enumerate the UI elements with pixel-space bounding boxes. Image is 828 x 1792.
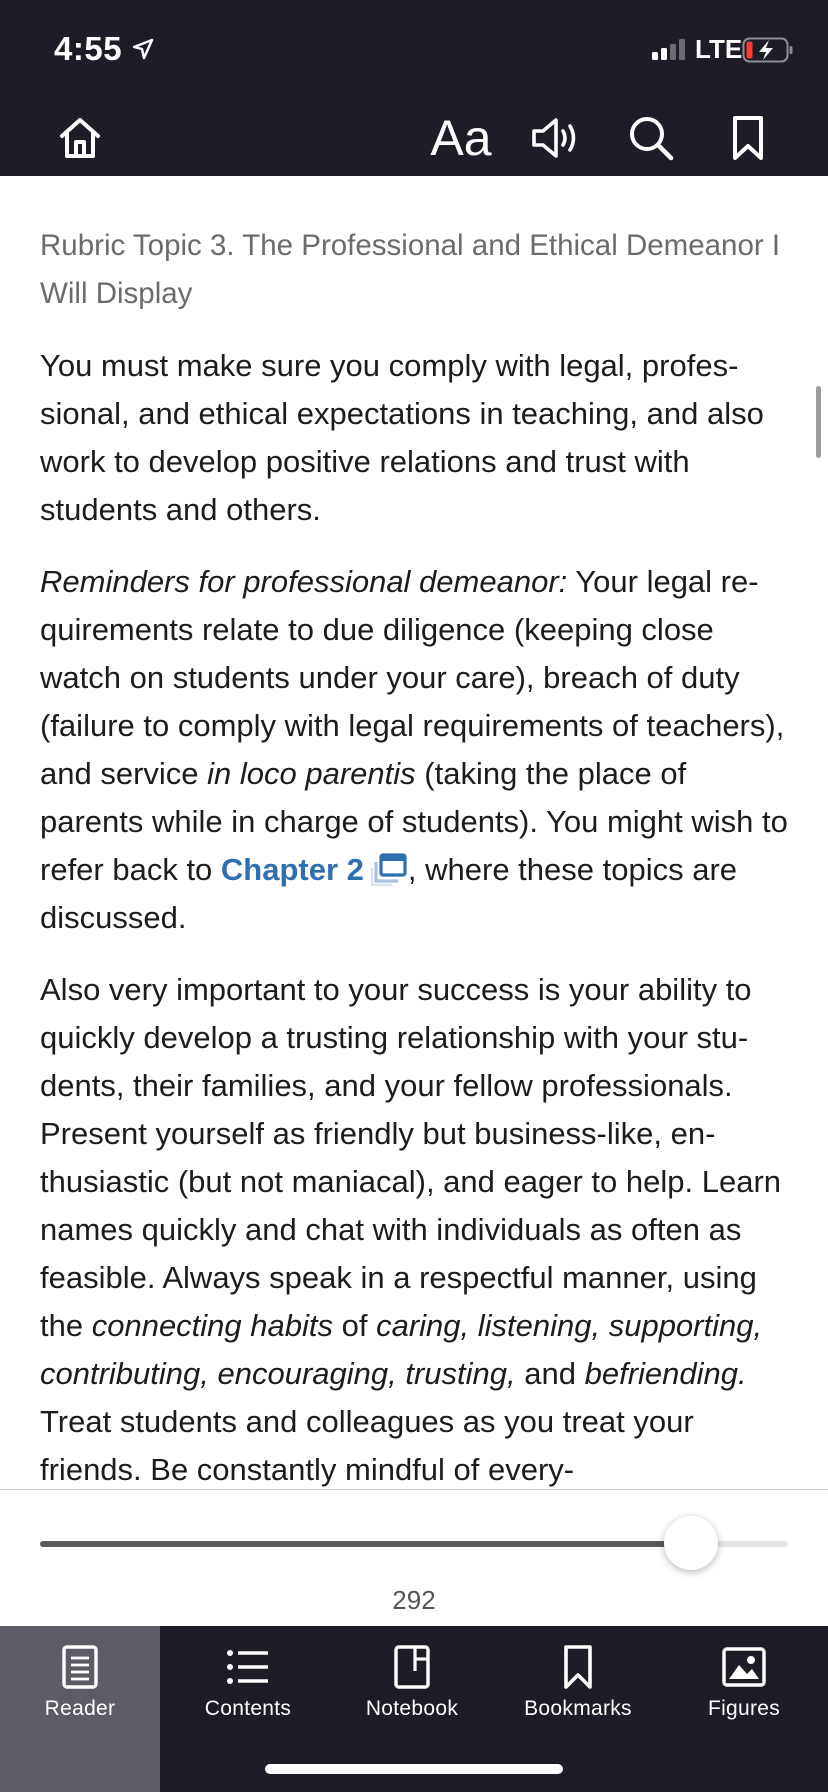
home-icon (56, 114, 104, 162)
section-heading: Rubric Topic 3. The Professional and Ethical Demeanor I Will Display (40, 229, 781, 310)
paragraph-2: Reminders for professional demeanor: Your legal requirements relate to due diligence (keeping close watch on students under your care), breach of duty (failure to comply with legal requirements of teachers), and service in loco parentis (taking the place of parents while in charge of students). You might wish to refer back to Chapter 2 , where these topics are discussed. (40, 564, 788, 935)
tab-contents[interactable]: Contents (168, 1626, 328, 1792)
open-link-icon (370, 852, 408, 886)
home-indicator[interactable] (265, 1764, 563, 1774)
contents-list-icon (226, 1647, 270, 1687)
content-divider (0, 1489, 828, 1490)
signal-strength-icon (652, 38, 688, 60)
bookmark-button[interactable] (722, 100, 774, 176)
bookmarks-icon (562, 1644, 594, 1690)
search-button[interactable] (624, 100, 678, 176)
page-slider-fill (40, 1541, 691, 1547)
reading-content[interactable] (40, 176, 792, 1489)
tab-figures[interactable]: Figures (664, 1626, 824, 1792)
page-slider[interactable] (40, 1541, 788, 1547)
notebook-icon (393, 1644, 431, 1690)
network-type: LTE (695, 34, 743, 64)
chapter-2-link[interactable]: Chapter 2 (221, 852, 408, 887)
read-aloud-button[interactable] (528, 100, 584, 176)
font-size-button[interactable]: Aa (430, 110, 492, 166)
tab-bookmarks[interactable]: Bookmarks (498, 1626, 658, 1792)
paragraph-3: Also very important to your success is your ability to quickly develop a trusting relationship with your students, their families, and your fellow professionals. Present yourself as friendly but business-like, enthusiastic (but not maniacal), and eager to help. Learn names quickly and chat with individuals as often as feasible. Always speak in a respectful manner, using the connecting habits of caring, listening, supporting, contributing, encouraging, trusting, and befriending. Treat students and colleagues as you treat your friends. Be constantly mindful of every- (40, 972, 782, 1487)
search-icon (627, 114, 675, 162)
paragraph-2-lead: Reminders for professional demeanor: (40, 564, 568, 599)
page-number: 292 (392, 1585, 436, 1615)
figures-icon (721, 1646, 767, 1688)
page-slider-thumb[interactable] (664, 1516, 718, 1570)
tab-reader[interactable]: Reader (0, 1626, 160, 1792)
reader-toolbar (0, 100, 828, 176)
battery-icon (742, 37, 794, 63)
home-button[interactable] (50, 100, 110, 176)
status-bar (0, 0, 828, 100)
status-time: 4:55 (54, 30, 123, 67)
location-arrow-icon (132, 38, 154, 60)
bookmark-icon (730, 114, 766, 162)
scroll-indicator[interactable] (816, 386, 821, 458)
reader-icon (61, 1644, 99, 1690)
paragraph-1: You must make sure you comply with legal, professional, and ethical expectations in teaching, and also work to develop positive relations and trust with students and others. (40, 348, 764, 527)
tab-notebook[interactable]: Notebook (332, 1626, 492, 1792)
speaker-icon (530, 114, 582, 162)
